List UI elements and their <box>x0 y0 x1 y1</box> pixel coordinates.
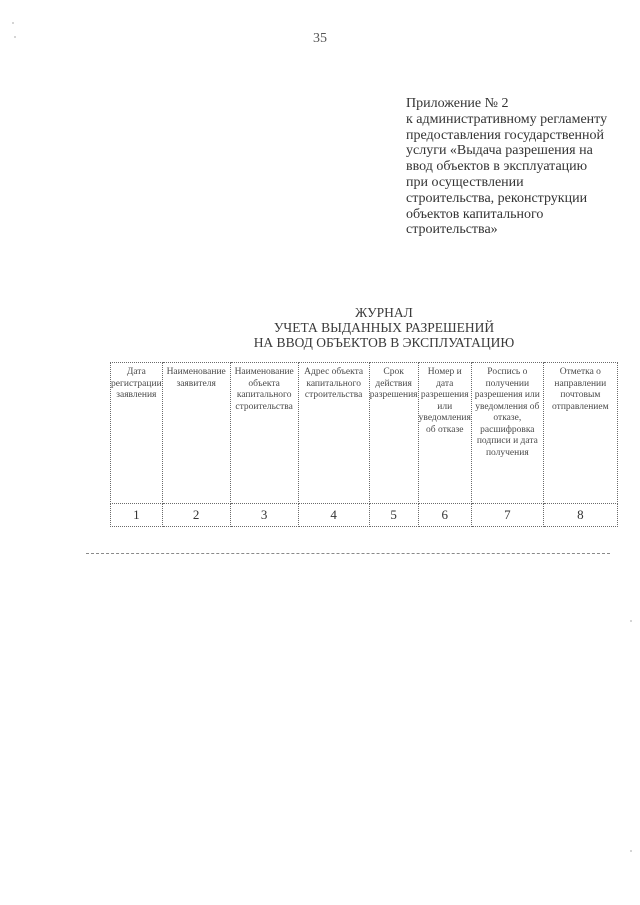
column-header: Адрес объекта капитального строительства <box>298 363 369 504</box>
journal-title-line: УЧЕТА ВЫДАННЫХ РАЗРЕШЕНИЙ <box>273 320 495 335</box>
scan-speck <box>12 22 14 24</box>
appendix-line: строительства» <box>406 222 498 238</box>
column-number: 1 <box>111 504 163 527</box>
table-header-row <box>111 363 618 504</box>
journal-title <box>0 305 640 350</box>
journal-title-line: ЖУРНАЛ <box>355 305 413 320</box>
column-number: 6 <box>418 504 471 527</box>
column-number: 4 <box>298 504 369 527</box>
divider-line <box>86 553 610 554</box>
column-number: 3 <box>230 504 298 527</box>
column-header: Номер и дата разрешения или уведомления об отказе <box>418 363 471 504</box>
page-number: 35 <box>313 31 327 46</box>
column-header: Отметка о направлении почтовым отправлением <box>543 363 617 504</box>
column-number: 5 <box>369 504 418 527</box>
column-number: 2 <box>162 504 230 527</box>
scan-speck <box>14 36 16 38</box>
column-header: Наименование объекта капитального строительства <box>230 363 298 504</box>
appendix-line: объектов капитального <box>406 206 544 222</box>
column-header: Роспись о получении разрешения или уведомления об отказе, расшифровка подписи и дата получения <box>471 363 543 504</box>
column-header: Срок действия разрешения <box>369 363 418 504</box>
table-number-row <box>111 504 618 527</box>
appendix-line: услуги «Выдача разрешения на <box>406 143 593 159</box>
scan-speck <box>630 620 632 622</box>
appendix-line: ввод объектов в эксплуатацию <box>406 159 588 175</box>
column-header: Дата регистрации заявления <box>111 363 163 504</box>
appendix-note <box>406 96 634 238</box>
appendix-line: предоставления государственной <box>406 127 605 143</box>
appendix-line: Приложение № 2 <box>406 96 509 111</box>
journal-title-line: НА ВВОД ОБЪЕКТОВ В ЭКСПЛУАТАЦИЮ <box>253 335 515 350</box>
appendix-line: к административному регламенту <box>406 111 608 127</box>
journal-table <box>110 362 618 527</box>
column-header: Наименование заявителя <box>162 363 230 504</box>
scan-speck <box>630 850 632 852</box>
column-number: 7 <box>471 504 543 527</box>
appendix-line: при осуществлении <box>406 174 524 190</box>
appendix-line: строительства, реконструкции <box>406 190 588 206</box>
column-number: 8 <box>543 504 617 527</box>
